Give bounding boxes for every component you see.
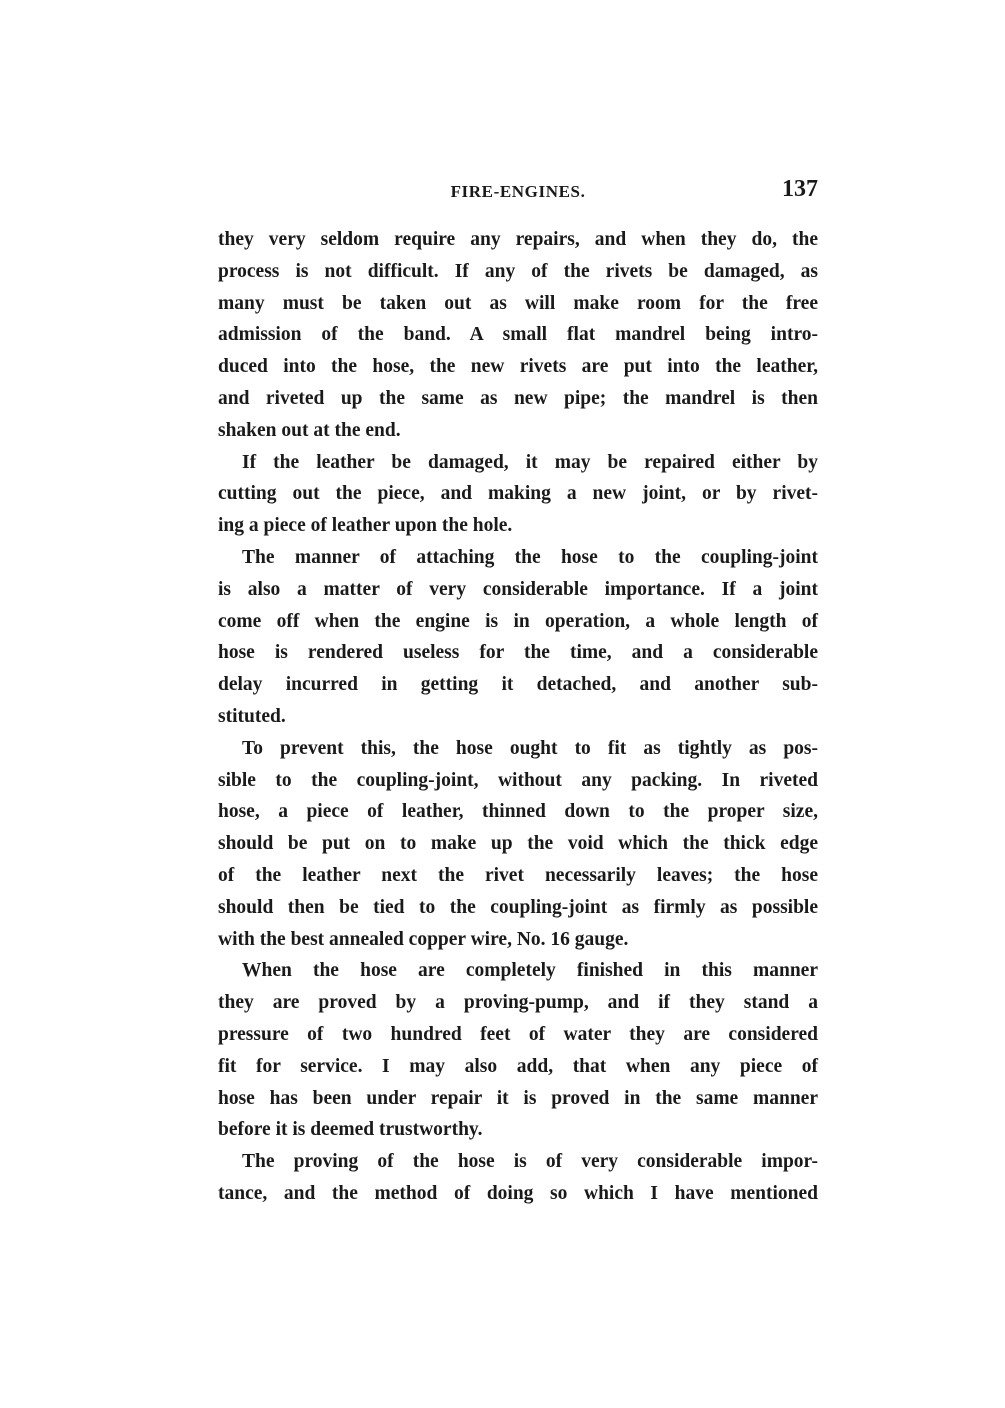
text-line: should be put on to make up the void which the thick edge bbox=[218, 833, 818, 855]
text-line: The proving of the hose is of very considerable impor- bbox=[242, 1151, 818, 1173]
text-line: shaken out at the end. bbox=[218, 419, 401, 441]
text-line: When the hose are completely finished in this manner bbox=[242, 960, 818, 982]
text-line: process is not difficult. If any of the rivets be damaged, as bbox=[218, 260, 818, 282]
paragraph-5 bbox=[218, 955, 818, 1146]
body-text bbox=[218, 224, 818, 1210]
text-line: they are proved by a proving-pump, and if they stand a bbox=[218, 992, 818, 1014]
text-line: with the best annealed copper wire, No. 16 gauge. bbox=[218, 928, 629, 950]
paragraph-2 bbox=[218, 447, 818, 542]
text-line: delay incurred in getting it detached, and another sub- bbox=[218, 674, 818, 696]
text-line: pressure of two hundred feet of water they are considered bbox=[218, 1023, 818, 1045]
paragraph-1 bbox=[218, 224, 818, 447]
text-line: ing a piece of leather upon the hole. bbox=[218, 515, 513, 537]
text-line: come off when the engine is in operation, a whole length of bbox=[218, 610, 818, 632]
text-line: tance, and the method of doing so which I have mentioned bbox=[218, 1182, 818, 1204]
text-line: admission of the band. A small flat mandrel being intro- bbox=[218, 324, 818, 346]
paragraph-3 bbox=[218, 542, 818, 733]
text-line: is also a matter of very considerable importance. If a joint bbox=[218, 578, 818, 600]
text-line: of the leather next the rivet necessarily leaves; the hose bbox=[218, 864, 818, 886]
text-line: they very seldom require any repairs, and when they do, the bbox=[218, 229, 818, 250]
text-line: many must be taken out as will make room for the free bbox=[218, 292, 818, 314]
text-line: To prevent this, the hose ought to fit as tightly as pos- bbox=[242, 737, 818, 759]
text-line: hose is rendered useless for the time, and a considerable bbox=[218, 642, 818, 664]
text-line: hose has been under repair it is proved in the same manner bbox=[218, 1087, 818, 1109]
running-head bbox=[218, 176, 818, 206]
paragraph-4 bbox=[218, 733, 818, 956]
text-line: If the leather be damaged, it may be repaired either by bbox=[242, 451, 818, 473]
text-line: sible to the coupling-joint, without any packing. In riveted bbox=[218, 769, 818, 791]
text-line: hose, a piece of leather, thinned down to the proper size, bbox=[218, 801, 818, 823]
text-line: The manner of attaching the hose to the coupling-joint bbox=[242, 546, 818, 568]
text-line: fit for service. I may also add, that when any piece of bbox=[218, 1055, 818, 1077]
text-line: before it is deemed trustworthy. bbox=[218, 1119, 483, 1141]
text-line: cutting out the piece, and making a new joint, or by rivet- bbox=[218, 483, 818, 505]
text-line: and riveted up the same as new pipe; the mandrel is then bbox=[218, 387, 818, 409]
text-line: should then be tied to the coupling-joint as firmly as possible bbox=[218, 896, 818, 918]
page-number: 137 bbox=[782, 176, 818, 202]
text-line: duced into the hose, the new rivets are put into the leather, bbox=[218, 356, 818, 378]
running-title: FIRE-ENGINES. bbox=[450, 182, 586, 201]
text-line: stituted. bbox=[218, 705, 286, 727]
paragraph-6 bbox=[218, 1146, 818, 1210]
